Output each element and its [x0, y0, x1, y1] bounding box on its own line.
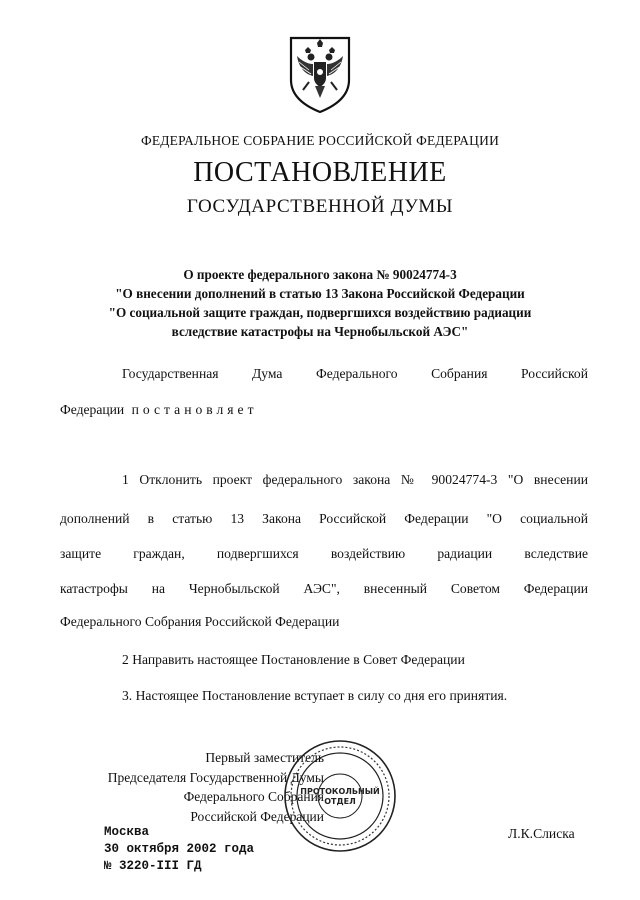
coat-of-arms-icon	[287, 34, 353, 114]
item1-line-4: катастрофы на Чернобыльской АЭС", внесенный Советом Федерации	[60, 581, 588, 596]
resolves-word: постановляет	[131, 402, 258, 417]
item1-line-3: защите граждан, подвергшихся воздействию радиации вследствие	[60, 546, 588, 561]
stamp-text: ПРОТОКОЛЬНЫЙ	[300, 787, 380, 796]
signature-line-2: Председателя Государственной Думы	[107, 769, 324, 785]
preamble-line-2	[60, 402, 258, 418]
preamble-word: Федерации	[60, 402, 125, 417]
item1-line-2: дополнений в статью 13 Закона Российской Федерации "О социальной	[60, 511, 588, 526]
footer-date: 30 октября 2002 года	[104, 842, 255, 856]
footer-number: № 3220-III ГД	[104, 859, 202, 873]
stamp-text: ОТДЕЛ	[324, 797, 356, 806]
title-line-3: "О социальной защите граждан, подвергшихся воздействию радиации	[108, 305, 532, 320]
preamble-word: Федерального	[315, 366, 398, 381]
title-line-1: О проекте федерального закона № 90024774-3	[183, 267, 457, 282]
item1-line-5: Федерального Собрания Российской Федерации	[60, 614, 340, 629]
preamble-line-1	[122, 366, 588, 382]
preamble-word: Государственная	[122, 366, 219, 381]
document-type: ПОСТАНОВЛЕНИЕ	[193, 157, 447, 188]
signatory-name: Л.К.Слиска	[508, 826, 575, 841]
official-stamp	[282, 738, 398, 854]
preamble-word: Дума	[252, 366, 283, 381]
preamble-word: Собрания	[431, 366, 488, 381]
signature-line-1: Первый заместитель	[205, 750, 324, 765]
signature-line-3: Федерального Собрания	[183, 789, 324, 804]
footer-city: Москва	[104, 825, 150, 839]
preamble-word: Российской	[520, 366, 588, 381]
item1-line-1: 1 Отклонить проект федерального закона № 90024774-3 "О внесении	[122, 472, 588, 487]
item3: 3. Настоящее Постановление вступает в силу со дня его принятия.	[122, 688, 508, 703]
organization-name: ФЕДЕРАЛЬНОЕ СОБРАНИЕ РОССИЙСКОЙ ФЕДЕРАЦИИ	[140, 133, 500, 148]
signature-line-4: Российской Федерации	[190, 808, 324, 824]
item2: 2 Направить настоящее Постановление в Совет Федерации	[122, 652, 465, 667]
title-line-2: "О внесении дополнений в статью 13 Закона Российской Федерации	[115, 286, 525, 301]
title-line-4: вследствие катастрофы на Чернобыльской АЭС"	[171, 324, 469, 339]
document-subtype: ГОСУДАРСТВЕННОЙ ДУМЫ	[186, 196, 454, 217]
